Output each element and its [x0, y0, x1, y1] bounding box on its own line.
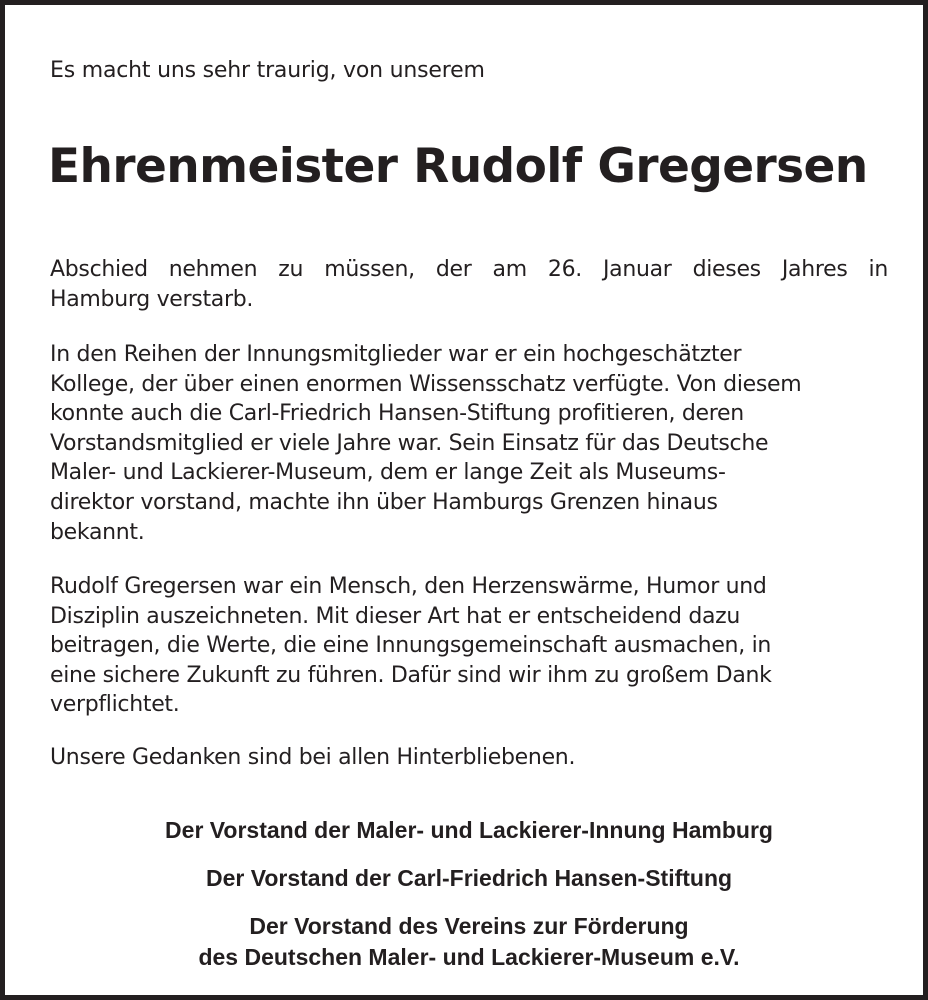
paragraph-line: bekannt. [50, 519, 145, 545]
paragraph-line: eine sichere Zukunft zu führen. Dafür sind wir ihm zu großem Dank [50, 662, 772, 688]
paragraph-line: beitragen, die Werte, die eine Innungsgemeinschaft ausmachen, in [50, 633, 772, 659]
intro-text: Es macht uns sehr traurig, von unserem [50, 58, 485, 83]
signature-verein-line-1: Der Vorstand des Vereins zur Förderung [249, 913, 689, 939]
paragraph-line: direktor vorstand, machte ihn über Hamburgs Grenzen hinaus [50, 489, 718, 515]
paragraph-character [50, 572, 888, 720]
paragraph-career [50, 340, 888, 547]
paragraph-line: verpflichtet. [50, 692, 180, 718]
paragraph-condolence [50, 743, 888, 773]
paragraph-line: Rudolf Gregersen war ein Mensch, den Herzenswärme, Humor und [50, 574, 767, 599]
notice-title: Ehrenmeister Rudolf Gregersen [48, 139, 868, 194]
paragraph-line: Disziplin auszeichneten. Mit dieser Art hat er entscheidend dazu [50, 603, 741, 629]
paragraph-line: Hamburg verstarb. [50, 286, 254, 312]
paragraph-line: Unsere Gedanken sind bei allen Hinterbliebenen. [50, 745, 576, 770]
paragraph-line: Abschied nehmen zu müssen, der am 26. Januar dieses Jahres in [50, 257, 888, 282]
paragraph-line: konnte auch die Carl-Friedrich Hansen-Stiftung profitieren, deren [50, 401, 744, 427]
paragraph-farewell [50, 255, 888, 314]
signature-innung: Der Vorstand der Maler- und Lackierer-Innung Hamburg [165, 817, 773, 843]
signature-stiftung: Der Vorstand der Carl-Friedrich Hansen-Stiftung [205, 865, 733, 891]
paragraph-line: Vorstandsmitglied er viele Jahre war. Sein Einsatz für das Deutsche [50, 430, 769, 456]
signature-verein-line-2: des Deutschen Maler- und Lackierer-Museum e.V. [198, 944, 740, 970]
paragraph-line: Maler- und Lackierer-Museum, dem er lange Zeit als Museums- [50, 460, 726, 486]
paragraph-line: Kollege, der über einen enormen Wissensschatz verfügte. Von diesem [50, 371, 802, 397]
paragraph-line: In den Reihen der Innungsmitglieder war er ein hochgeschätzter [50, 342, 742, 367]
